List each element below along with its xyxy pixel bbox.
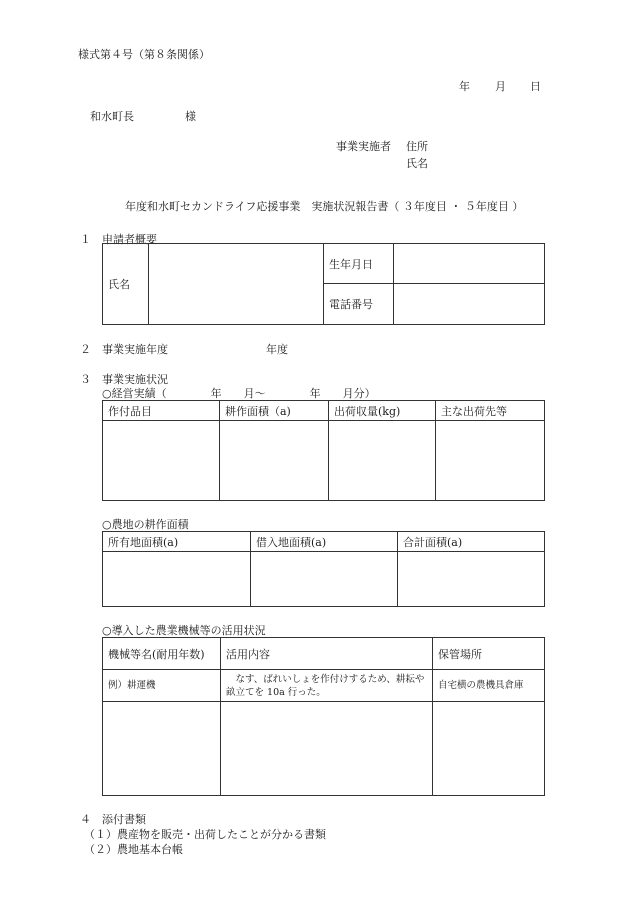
machinery-name-input[interactable] bbox=[103, 702, 221, 796]
birth-label-cell: 生年月日 bbox=[324, 244, 394, 284]
machinery-table bbox=[102, 637, 545, 796]
addressee: 和水町長 bbox=[90, 110, 134, 123]
results-heading: ○経営実績（ 年 月～ 年 月分） bbox=[102, 387, 376, 400]
date-year-label: 年 bbox=[459, 80, 470, 93]
farmland-col-total: 合計面積(a) bbox=[398, 532, 545, 552]
farmland-owned-input[interactable] bbox=[103, 552, 251, 607]
farmland-total-input[interactable] bbox=[398, 552, 545, 607]
results-destination-input[interactable] bbox=[436, 421, 545, 501]
farmland-col-leased: 借入地面積(a) bbox=[251, 532, 398, 552]
section1-heading: １ 申請者概要 bbox=[80, 233, 157, 246]
results-crop-input[interactable] bbox=[103, 421, 220, 501]
farmland-leased-input[interactable] bbox=[251, 552, 398, 607]
machinery-col-usage: 活用内容 bbox=[221, 638, 433, 670]
honorific: 様 bbox=[185, 110, 196, 123]
phone-input-cell[interactable] bbox=[394, 284, 545, 325]
section4-heading: ４ 添付書類 bbox=[80, 813, 146, 826]
applicant-label: 事業実施者 bbox=[336, 140, 391, 153]
farmland-heading: ○農地の耕作面積 bbox=[102, 518, 189, 531]
farmland-table bbox=[102, 531, 545, 607]
attachment-item-2: （２）農地基本台帳 bbox=[84, 843, 183, 856]
name-cell: 氏名 bbox=[103, 244, 149, 325]
name-input-cell[interactable] bbox=[149, 244, 324, 325]
section2-heading: ２ 事業実施年度 bbox=[80, 343, 168, 356]
machinery-example-name: 例）耕運機 bbox=[103, 670, 221, 702]
form-number: 様式第４号（第８条関係） bbox=[78, 48, 210, 61]
date-day-label: 日 bbox=[530, 80, 541, 93]
results-col-area: 耕作面積（a) bbox=[220, 401, 329, 421]
results-area-input[interactable] bbox=[220, 421, 329, 501]
date-month-label: 月 bbox=[495, 80, 506, 93]
machinery-example-storage: 自宅横の農機具倉庫 bbox=[433, 670, 545, 702]
farmland-col-owned: 所有地面積(a) bbox=[103, 532, 251, 552]
machinery-heading: ○導入した農業機械等の活用状況 bbox=[102, 624, 266, 637]
address-label: 住所 bbox=[406, 140, 428, 153]
fiscal-year-suffix: 年度 bbox=[266, 343, 288, 356]
machinery-col-storage: 保管場所 bbox=[433, 638, 545, 670]
section3-heading: ３ 事業実施状況 bbox=[80, 373, 168, 386]
document-title: 年度和水町セカンドライフ応援事業 実施状況報告書（ ３年度目 ・ ５年度目 ） bbox=[125, 200, 524, 213]
attachment-item-1: （１）農産物を販売・出荷したことが分かる書類 bbox=[84, 828, 326, 841]
results-yield-input[interactable] bbox=[329, 421, 436, 501]
results-col-destination: 主な出荷先等 bbox=[436, 401, 545, 421]
name-label: 氏名 bbox=[406, 157, 428, 170]
machinery-usage-input[interactable] bbox=[221, 702, 433, 796]
results-table bbox=[102, 400, 545, 501]
results-col-yield: 出荷収量(kg) bbox=[329, 401, 436, 421]
results-col-crop: 作付品目 bbox=[103, 401, 220, 421]
machinery-example-usage: なす、ばれいしょを作付けするため、耕耘や畝立てを 10a 行った。 bbox=[221, 670, 433, 702]
birth-input-cell[interactable] bbox=[394, 244, 545, 284]
machinery-storage-input[interactable] bbox=[433, 702, 545, 796]
applicant-table bbox=[102, 243, 545, 325]
machinery-col-name: 機械等名(耐用年数) bbox=[103, 638, 221, 670]
phone-label-cell: 電話番号 bbox=[324, 284, 394, 325]
